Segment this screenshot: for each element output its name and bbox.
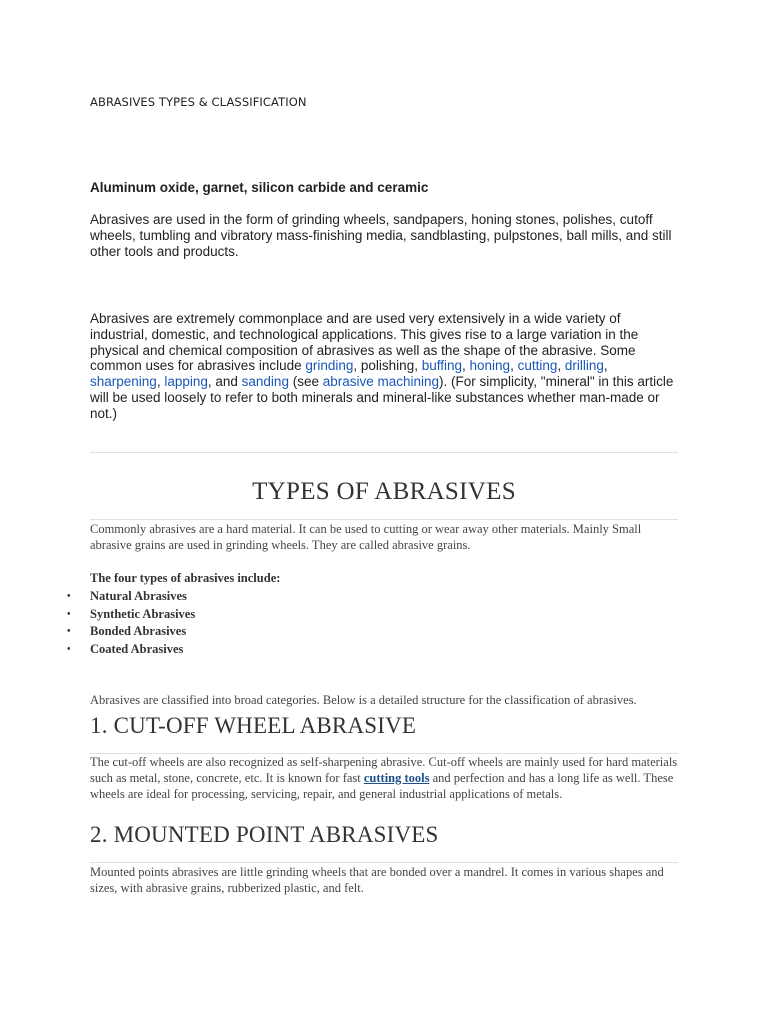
divider (90, 452, 678, 453)
link-abrasive-machining[interactable]: abrasive machining (322, 374, 440, 390)
bullet-icon: • (67, 591, 71, 602)
bullet-icon: • (67, 626, 71, 637)
link-cutting-tools[interactable]: cutting tools (363, 771, 430, 785)
link-sanding[interactable]: sanding (241, 374, 289, 390)
subtitle: Aluminum oxide, garnet, silicon carbide and ceramic (90, 180, 429, 195)
link-sharpening[interactable]: sharpening (90, 374, 157, 390)
uses-sep: , polishing, (353, 358, 422, 374)
uses-text-b: ). (For simplicity, "mineral" in this article will be used loosely to refer to both minerals and mineral-like substances whether man-made or not.) (90, 374, 674, 421)
uses-paragraph (90, 311, 678, 422)
list-heading: The four types of abrasives include: (90, 571, 281, 585)
bullet-icon: • (67, 643, 71, 655)
list-item-label: Natural Abrasives (90, 589, 187, 603)
link-buffing[interactable]: buffing (421, 358, 462, 374)
link-drilling[interactable]: drilling (564, 358, 604, 374)
uses-text-a: Abrasives are extremely commonplace and are used very extensively in a wide variety of industrial, domestic, and technological applications. This gives rise to a large variation in the physical and chemical composition of abrasives as well as the shape of the abrasive. Some common uses for abrasives include (90, 311, 639, 374)
uses-sep: (see (288, 374, 323, 390)
document-title: ABRASIVES TYPES & CLASSIFICATION (90, 95, 307, 109)
uses-sep: , (462, 358, 470, 374)
list-item-label: Coated Abrasives (90, 641, 184, 656)
heading-mounted-point: 2. MOUNTED POINT ABRASIVES (90, 822, 439, 847)
list-item (67, 641, 678, 659)
cutoff-paragraph (90, 754, 678, 802)
mounted-paragraph: Mounted points abrasives are little grinding wheels that are bonded over a mandrel. It comes in various shapes and sizes, with abrasive grains, rubberized plastic, and felt. (90, 865, 664, 895)
list-item-label: Synthetic Abrasives (90, 606, 196, 621)
heading-cutoff-wheel: 1. CUT-OFF WHEEL ABRASIVE (90, 713, 417, 738)
section-title: TYPES OF ABRASIVES (252, 478, 516, 505)
bullet-icon: • (67, 608, 71, 620)
list-item (67, 623, 678, 641)
list-item-label: Bonded Abrasives (90, 624, 187, 638)
uses-sep: , and (207, 374, 242, 390)
list-item (67, 588, 678, 606)
link-grinding[interactable]: grinding (305, 358, 354, 374)
list-item (67, 606, 678, 624)
types-intro-paragraph: Commonly abrasives are a hard material. It can be used to cutting or wear away other materials. Mainly Small abrasive grains are used in grinding wheels. They are called abrasive grains. (90, 522, 642, 552)
uses-sep: , (510, 358, 518, 374)
cutoff-text-b: and perfection and has a long life as well. These wheels are ideal for processing, servicing, repair, and general industrial applications of metals. (90, 771, 674, 801)
uses-sep: , (603, 358, 608, 374)
uses-sep: , (156, 374, 165, 390)
cutoff-text-a: The cut-off wheels are also recognized as self-sharpening abrasive. Cut-off wheels are mainly used for hard materials such as metal, stone, concrete, etc. It is known for fast (90, 755, 678, 785)
link-lapping[interactable]: lapping (164, 374, 208, 390)
intro-paragraph: Abrasives are used in the form of grinding wheels, sandpapers, honing stones, polishes, cutoff wheels, tumbling and vibratory mass-finishing media, sandblasting, pulpstones, ball mills, and still other tools and products. (90, 212, 672, 259)
link-cutting[interactable]: cutting (517, 358, 558, 374)
abrasive-types-list (67, 588, 678, 658)
classification-paragraph: Abrasives are classified into broad categories. Below is a detailed structure for the classification of abrasives. (90, 693, 637, 707)
link-honing[interactable]: honing (469, 358, 511, 374)
divider (90, 519, 678, 520)
divider (90, 862, 678, 863)
uses-sep: , (557, 358, 565, 374)
